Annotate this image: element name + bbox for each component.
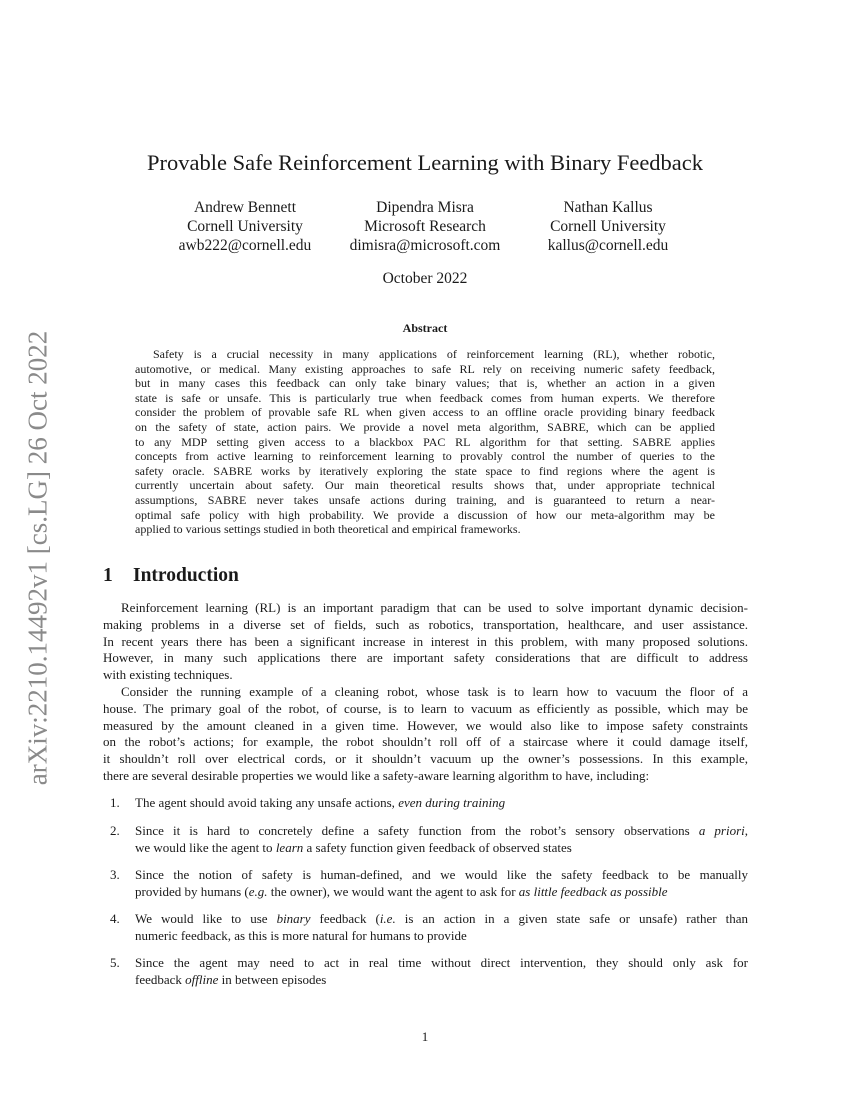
text-line — [135, 795, 748, 812]
text-line: there are several desirable properties we would like a safety-aware learning algorithm to have, including: — [103, 767, 650, 783]
text-segment: in between episodes — [218, 971, 327, 987]
paragraph — [103, 600, 748, 684]
emphasis-text: a priori — [698, 823, 745, 838]
text-segment: numeric feedback, as this is more natural for humans to provide — [135, 927, 467, 943]
author-name: Nathan Kallus — [563, 199, 653, 216]
emphasis-text: binary — [276, 911, 311, 926]
text-line: applied to various settings studied in both theoretical and empirical frameworks. — [135, 522, 521, 537]
text-segment: , — [744, 823, 748, 838]
list-item-number: 1. — [110, 795, 120, 810]
paragraph — [103, 684, 748, 785]
author-email[interactable]: awb222@cornell.edu — [178, 237, 312, 254]
arxiv-identifier: arXiv:2210.14492v1 [cs.LG] 26 Oct 2022 — [22, 330, 53, 786]
text-line: currently uncertain about safety. Our main theoretical results shows that, under appropriate technical — [135, 478, 715, 493]
text-line — [135, 911, 748, 928]
abstract-body — [135, 347, 715, 537]
text-line — [135, 867, 748, 884]
text-line: on the safety of state, action pairs. We provide a novel meta algorithm, SABRE, which can be applied — [135, 419, 715, 434]
emphasis-text: even during training — [398, 795, 506, 810]
text-line: consider the problem of provable safe RL when given access to an offline oracle providing binary feedback — [135, 405, 715, 420]
text-line: making problems in a diverse set of fields, such as robotics, transportation, healthcare, and user assistance. — [103, 616, 748, 632]
text-line: However, in many such applications there are important safety considerations that are difficult to address — [103, 650, 748, 666]
text-segment: feedback — [135, 971, 186, 987]
text-line: optimal safe policy with high probability. We provide a discussion of how our meta-algorithm may be — [135, 507, 715, 522]
text-line: it shouldn’t roll over electrical cords, or it shouldn’t vacuum up the owner’s possessions. In this example, — [103, 751, 748, 767]
text-segment: Since the agent may need to act in real time without direct intervention, they should only ask for — [135, 955, 748, 970]
text-line: house. The primary goal of the robot, of course, is to learn to vacuum as efficiently as possible, which may be — [103, 700, 748, 716]
emphasis-text: as little feedback as possible — [518, 883, 668, 899]
text-line — [135, 884, 748, 901]
emphasis-text: i.e. — [379, 911, 396, 926]
text-line: In recent years there has been a significant increase in interest in this problem, with many proposed solutions. — [103, 633, 748, 649]
emphasis-text: offline — [185, 971, 219, 987]
text-line: to any MDP setting given access to a blackbox PAC RL algorithm for that setting. SABRE applies — [135, 434, 715, 449]
list-item-number: 2. — [110, 823, 120, 838]
section-number: 1 — [103, 565, 113, 586]
text-segment: Since it is hard to concretely define a safety function from the robot’s sensory observations — [135, 823, 699, 838]
text-line: Safety is a crucial necessity in many applications of reinforcement learning (RL), whether robotic, — [153, 347, 715, 361]
emphasis-text: e.g. — [248, 883, 268, 899]
section-heading — [103, 565, 239, 587]
text-segment: provided by humans ( — [135, 883, 249, 899]
text-segment: we would like the agent to — [135, 839, 276, 855]
text-segment: The agent should avoid taking any unsafe actions, — [135, 795, 399, 810]
emphasis-text: learn — [275, 839, 304, 855]
text-segment: is an action in a given state safe or unsafe) rather than — [395, 911, 748, 926]
text-line: Consider the running example of a cleaning robot, whose task is to learn how to vacuum the floor of a — [121, 684, 748, 699]
page-number: 1 — [421, 1029, 429, 1044]
author-affiliation: Cornell University — [550, 218, 666, 235]
text-line: with existing techniques. — [103, 667, 233, 683]
author-3 — [498, 198, 718, 255]
author-affiliation: Cornell University — [187, 218, 303, 235]
text-line: Reinforcement learning (RL) is an important paradigm that can be used to solve important dynamic decision- — [121, 600, 748, 615]
list-item-number: 4. — [110, 911, 120, 926]
section-title: Introduction — [133, 565, 239, 586]
text-line — [135, 823, 748, 840]
text-line: measured by the amount cleaned in a given time. However, we would also like to impose safety constraints — [103, 717, 748, 733]
text-line: safety oracle. SABRE works by iteratively exploring the state space to find regions where the agent is — [135, 463, 715, 478]
text-line — [135, 840, 748, 857]
paper-date: October 2022 — [382, 270, 468, 287]
author-email[interactable]: kallus@cornell.edu — [547, 237, 669, 254]
text-line: state is safe or unsafe. This is particularly true when feedback comes from human experts. We therefore — [135, 390, 715, 405]
author-email[interactable]: dimisra@microsoft.com — [349, 237, 501, 254]
text-segment: feedback ( — [310, 911, 380, 926]
text-line: assumptions, SABRE never takes unsafe actions during training, and is guaranteed to return a near- — [135, 492, 715, 507]
text-line: but in many cases this feedback can only take binary values; that is, whether an action in a given — [135, 376, 715, 391]
text-segment: Since the notion of safety is human-defined, and we would like the safety feedback to be manually — [135, 867, 748, 882]
text-segment: the owner), we would want the agent to ask for — [267, 883, 519, 899]
text-line: concepts from active learning to reinforcement learning to provably control the number of queries to the — [135, 449, 715, 464]
author-affiliation: Microsoft Research — [364, 218, 486, 235]
author-name: Dipendra Misra — [376, 199, 474, 216]
text-segment: We would like to use — [135, 911, 277, 926]
text-line — [135, 972, 748, 989]
text-line: automotive, or medical. Many existing approaches to safe RL rely on receiving numeric safety feedback, — [135, 361, 715, 376]
paper-title: Provable Safe Reinforcement Learning with Binary Feedback — [146, 150, 704, 175]
author-name: Andrew Bennett — [193, 199, 296, 216]
text-line — [135, 928, 748, 945]
text-line: on the robot’s actions; for example, the robot shouldn’t roll off of a staircase where it could damage itself, — [103, 734, 748, 750]
list-item-number: 5. — [110, 955, 120, 970]
abstract-heading: Abstract — [402, 321, 448, 335]
text-line — [135, 955, 748, 972]
list-item-number: 3. — [110, 867, 120, 882]
text-segment: a safety function given feedback of observed states — [303, 839, 572, 855]
